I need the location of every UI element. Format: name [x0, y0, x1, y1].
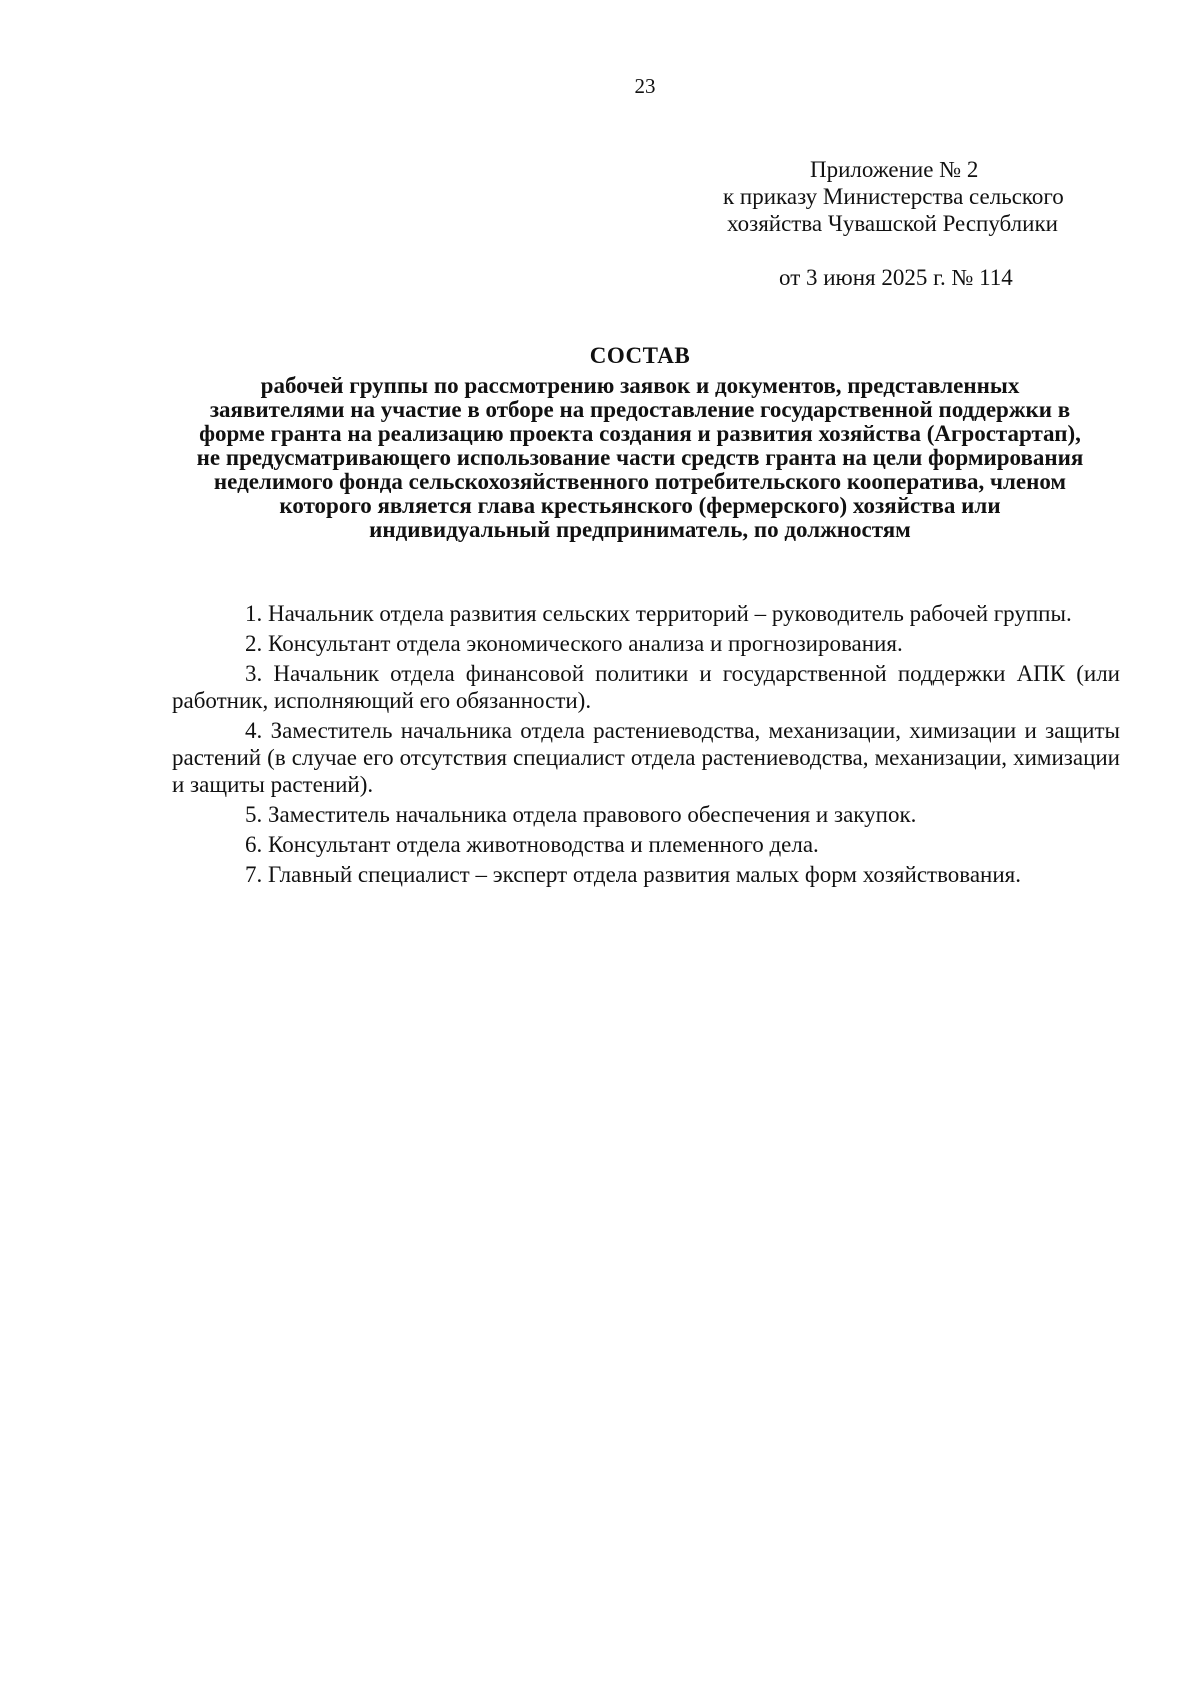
document-title	[160, 344, 1120, 542]
list-item: 3. Начальник отдела финансовой политики и государственной поддержки АПК (или работник, исполняющий его обязанности).	[172, 661, 1120, 713]
title-line: которого является глава крестьянского (фермерского) хозяйства или	[279, 493, 1001, 518]
list-item: 1. Начальник отдела развития сельских территорий – руководитель рабочей группы.	[245, 601, 1072, 626]
list-item: 6. Консультант отдела животноводства и племенного дела.	[245, 832, 819, 857]
page-number: 23	[634, 74, 656, 98]
members-list	[172, 600, 1120, 891]
appendix-order-ref: к приказу Министерства сельского	[723, 184, 1064, 209]
title-line: рабочей группы по рассмотрению заявок и документов, представленных	[260, 373, 1020, 398]
appendix-number: Приложение № 2	[810, 157, 979, 182]
list-item: 2. Консультант отдела экономического анализа и прогнозирования.	[245, 631, 903, 656]
title-line: индивидуальный предприниматель, по должностям	[369, 517, 911, 542]
appendix-ministry: хозяйства Чувашской Республики	[727, 211, 1058, 236]
list-item: 4. Заместитель начальника отдела растениеводства, механизации, химизации и защиты растений (в случае его отсутствия специалист отдела растениеводства, механизации, химизации и защиты растений).	[172, 718, 1120, 797]
list-item: 7. Главный специалист – эксперт отдела развития малых форм хозяйствования.	[245, 862, 1021, 887]
title-line: форме гранта на реализацию проекта создания и развития хозяйства (Агростартап),	[199, 421, 1081, 446]
title-line: заявителями на участие в отборе на предоставление государственной поддержки в	[209, 397, 1071, 422]
appendix-block	[700, 156, 1100, 291]
title-line: неделимого фонда сельскохозяйственного потребительского кооператива, членом	[213, 469, 1067, 494]
title-heading: СОСТАВ	[589, 343, 691, 368]
appendix-date: от 3 июня 2025 г. № 114	[779, 265, 1013, 290]
title-line: не предусматривающего использование части средств гранта на цели формирования	[196, 445, 1084, 470]
list-item: 5. Заместитель начальника отдела правового обеспечения и закупок.	[245, 802, 917, 827]
